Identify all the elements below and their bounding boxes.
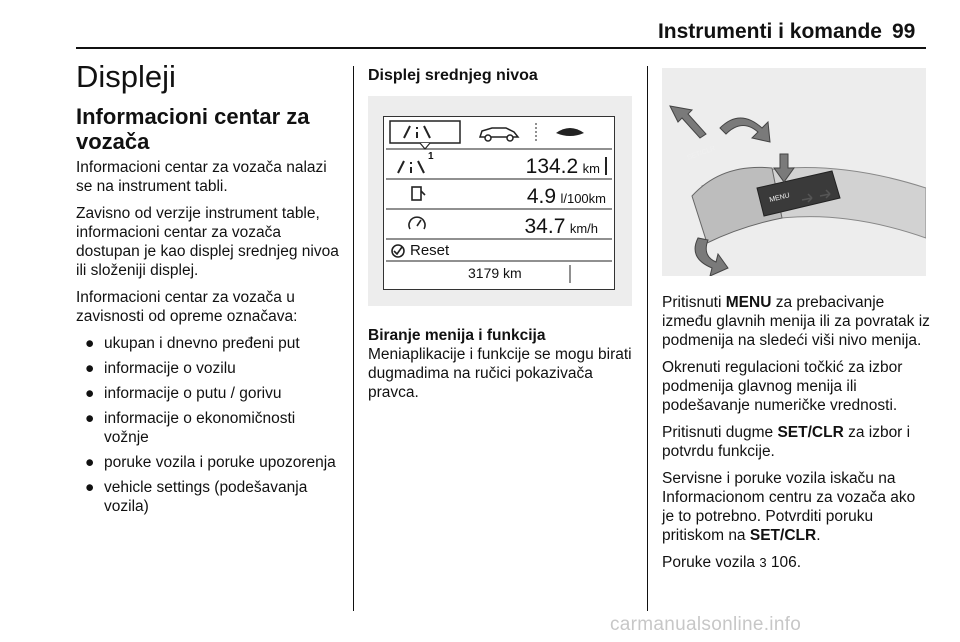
trip-distance-value: 134.2 <box>525 155 579 178</box>
bullet-icon: ● <box>85 479 95 496</box>
fuel-consumption-readout <box>444 185 606 209</box>
header-rule <box>76 47 926 49</box>
average-speed-readout <box>454 215 598 239</box>
menu-label: MENU <box>768 192 791 204</box>
reset-label: Reset <box>410 242 450 259</box>
list-item: ● poruke vozila i poruke upozorenja <box>85 454 336 471</box>
trip-odometer-icon <box>398 161 424 173</box>
watermark: carmanualsonline.info <box>610 614 802 635</box>
bullet-icon: ● <box>85 360 95 377</box>
lcd-screen <box>383 116 615 290</box>
paragraph: Pritisnuti MENU za prebacivanje između glavnih menija ili za povratak iz podmenija na sledeći viši nivo menija. <box>662 294 930 349</box>
average-speed-unit: km/h <box>569 221 598 236</box>
display-heading: Displej srednjeg nivoa <box>368 67 538 84</box>
midlevel-display-figure <box>368 96 632 306</box>
list-item: ● informacije o putu / gorivu <box>85 385 282 402</box>
car-icon <box>480 128 518 141</box>
average-speed-value: 34.7 <box>524 215 566 238</box>
bullet-icon: ● <box>85 454 95 471</box>
list-item: ● informacije o vozilu <box>85 360 236 377</box>
paragraph: Zavisno od verzije instrument table, informacioni centar za vozača dostupan je kao displej srednjeg nivoa ili složeniji displej. <box>76 205 339 279</box>
paragraph: Okrenuti regulacioni točkić za izbor podmenija glavnog menija ili podešavanje numeričke vrednosti. <box>662 359 903 414</box>
column-1-body <box>76 158 344 522</box>
paragraph: Servisne i poruke vozila iskaču na Informacionom centru za vozača ako je to potrebno. Potvrditi poruku pritiskom na SET/CLR. <box>662 470 916 544</box>
reset-check-icon <box>392 245 404 257</box>
page-number: 99 <box>892 20 916 43</box>
speedometer-icon <box>409 217 425 229</box>
running-header-title: Instrumenti i komande <box>657 20 882 43</box>
set-clr-label: SET/CLR <box>686 145 717 162</box>
paragraph: Informacioni centar za vozača u zavisnosti od opreme označava: <box>76 289 298 325</box>
trip-distance-unit: km <box>582 161 600 176</box>
bullet-icon: ● <box>85 410 95 427</box>
fuel-pump-icon <box>412 187 425 200</box>
subheading: Biranje menija i funkcija <box>368 327 546 344</box>
trip-distance-readout <box>454 155 600 179</box>
trip-number: 1 <box>428 151 434 162</box>
bullet-icon: ● <box>85 385 95 402</box>
paragraph: Poruke vozila 3 106. <box>662 554 802 571</box>
fuel-consumption-unit: l/100km <box>560 191 606 206</box>
list-item: ● vehicle settings (podešavanja vozila) <box>85 479 308 515</box>
column-2-body <box>368 326 636 410</box>
column-divider-1 <box>353 66 354 611</box>
eco-leaf-icon <box>556 128 584 136</box>
list-item: ● ukupan i dnevno pređeni put <box>85 335 300 352</box>
bullet-icon: ● <box>85 335 95 352</box>
list-item: ● informacije o ekonomičnosti vožnje <box>85 410 296 446</box>
bullet-list <box>76 334 344 516</box>
column-3-body <box>662 293 930 580</box>
fuel-consumption-value: 4.9 <box>526 185 557 208</box>
paragraph: Meniaplikacije i funkcije se mogu birati dugmadima na ručici pokazivača pravca. <box>368 346 632 401</box>
subsection-title: Informacioni centar za vozača <box>76 104 310 154</box>
page-reference-icon: 3 <box>759 555 767 570</box>
column-divider-2 <box>647 66 648 611</box>
paragraph: Informacioni centar za vozača nalazi se na instrument tabli. <box>76 159 327 195</box>
section-title: Displeji <box>76 59 176 94</box>
trip-icon <box>404 126 430 138</box>
odometer-readout: 3179 km <box>468 265 522 281</box>
turn-signal-lever-figure <box>662 68 926 276</box>
paragraph: Pritisnuti dugme SET/CLR za izbor i potvrdu funkcije. <box>662 424 911 460</box>
lever-illustration <box>662 68 926 276</box>
